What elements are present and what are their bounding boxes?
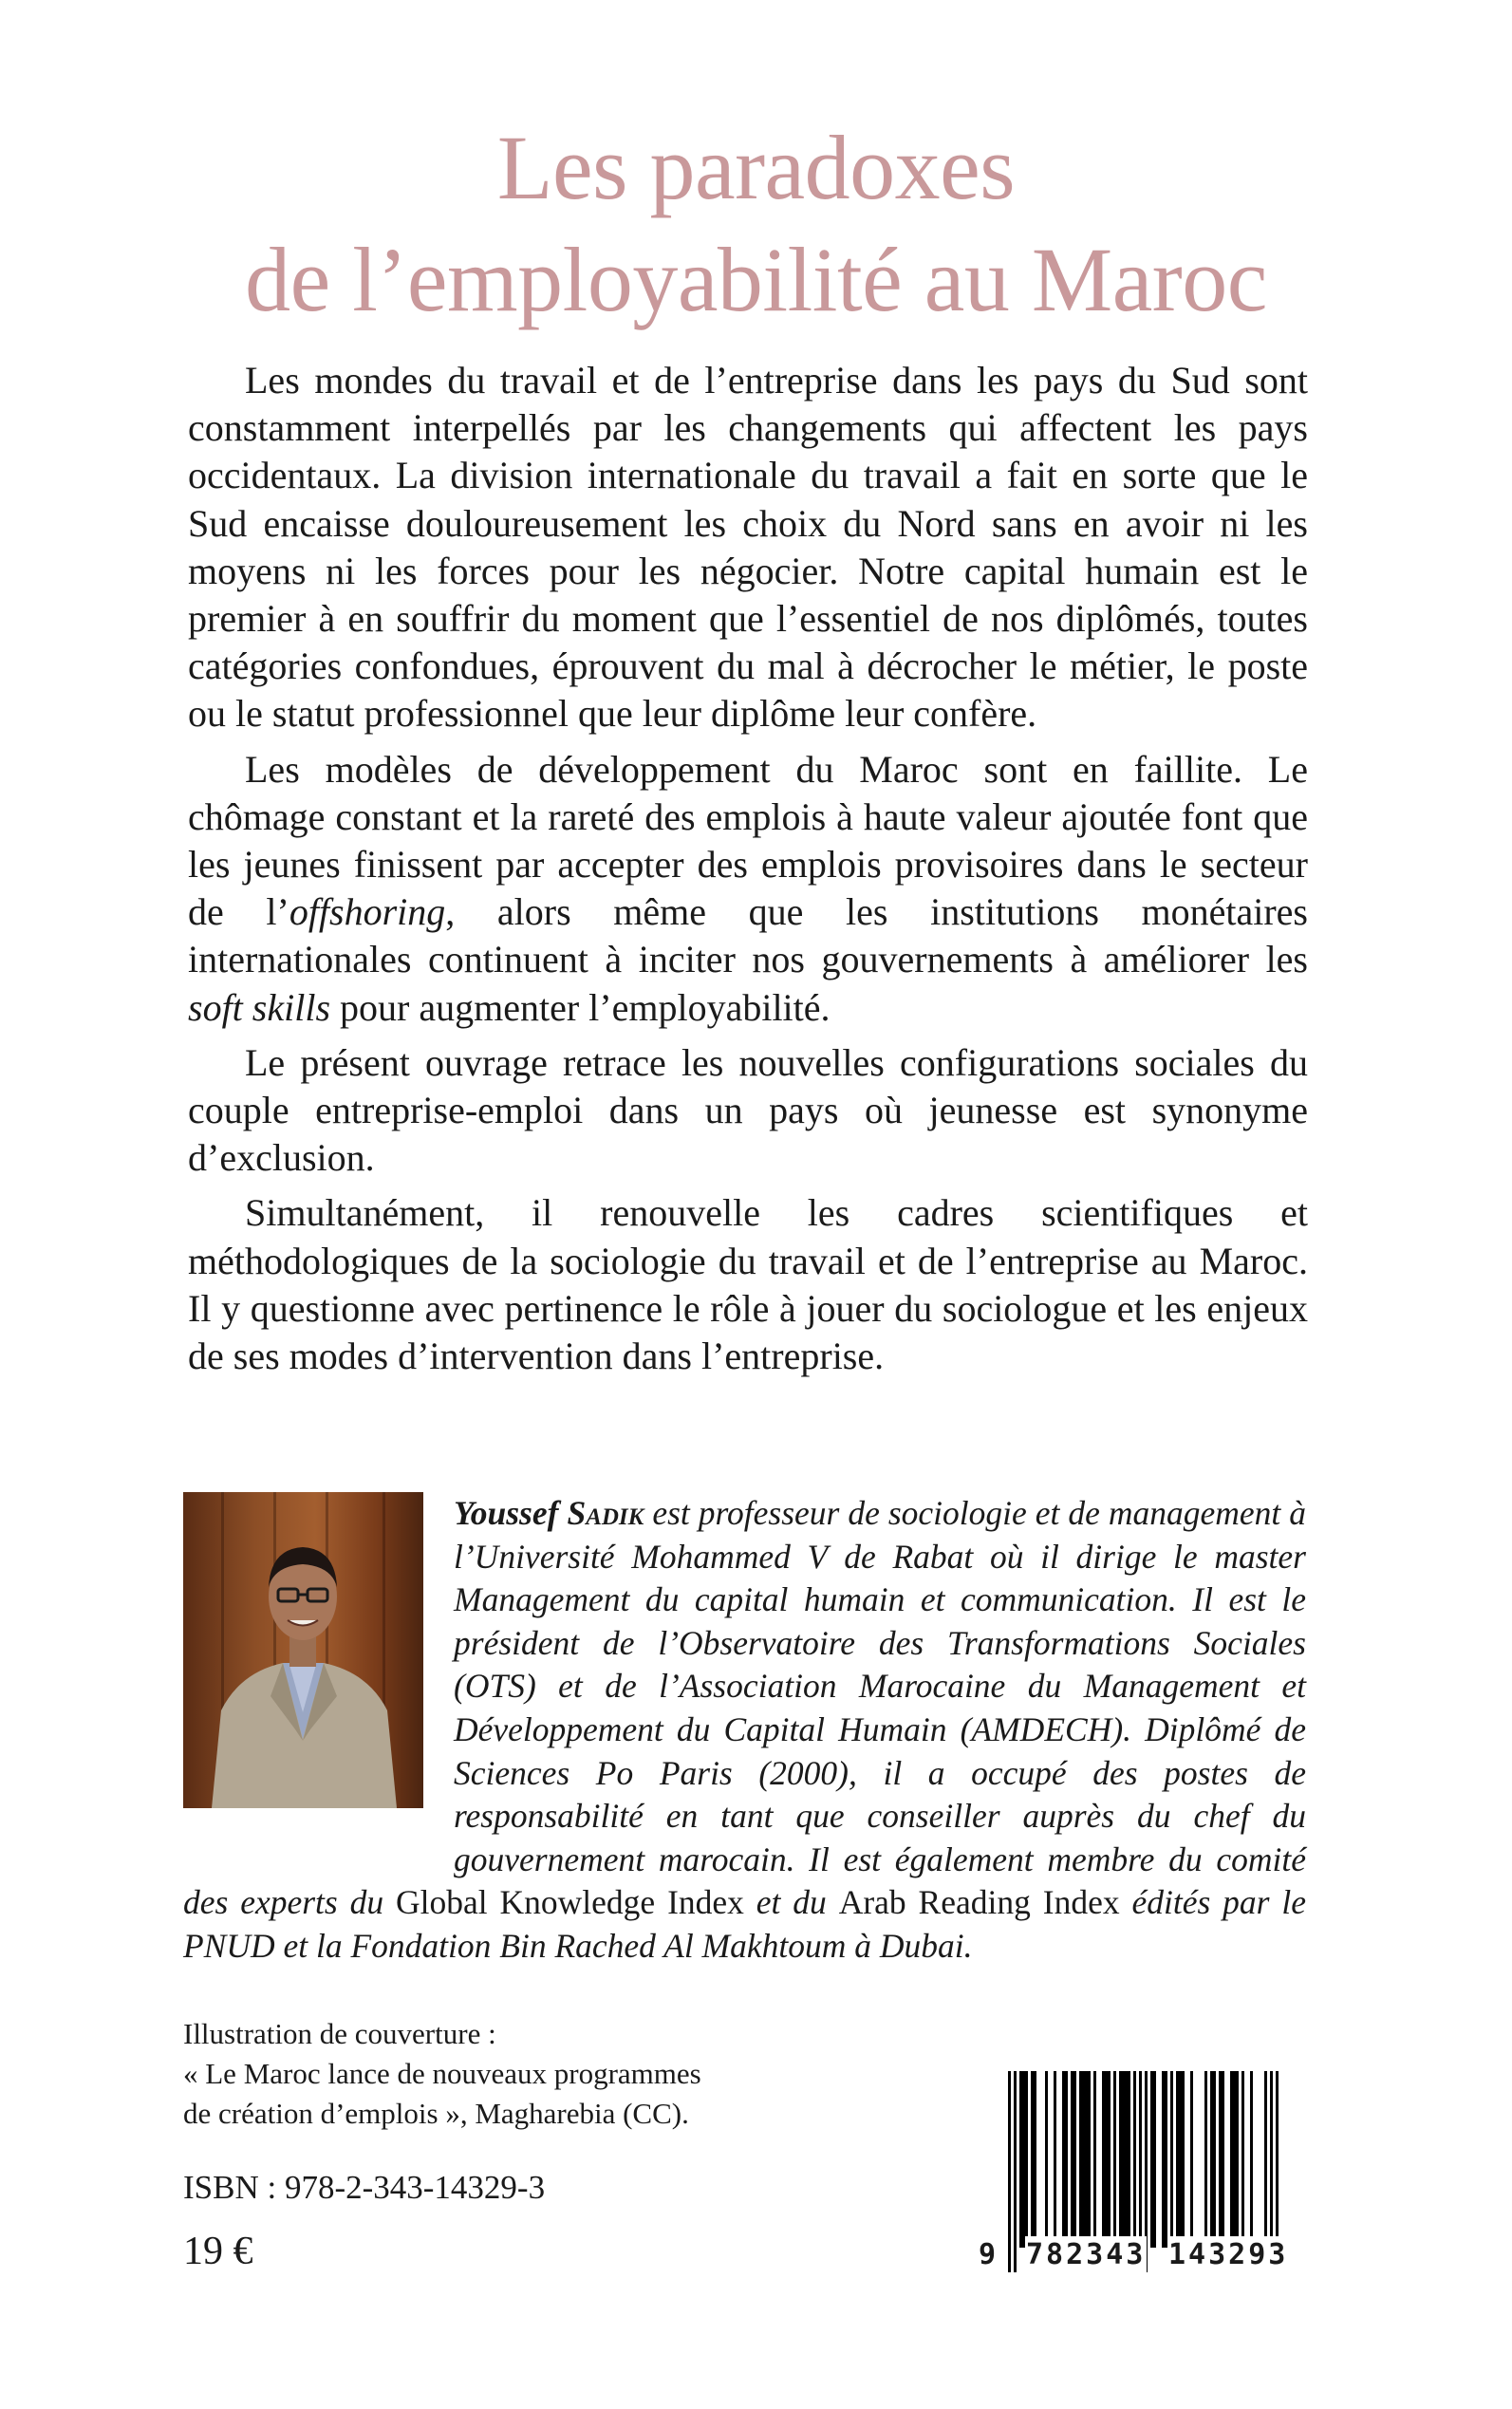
- barcode-bar: [1079, 2071, 1082, 2248]
- bio-text-c: édités par le PNUD et la Fondation Bin Rached Al Makhtoum à Dubai.: [183, 1883, 1307, 1965]
- cover-illustration-credit: [183, 2014, 701, 2134]
- arab-reading-index: Arab Reading Index: [838, 1883, 1120, 1922]
- barcode-bar: [1162, 2071, 1165, 2248]
- barcode-bar: [1034, 2071, 1036, 2248]
- barcode-bar: [1170, 2071, 1173, 2248]
- barcode-bar: [1071, 2071, 1073, 2248]
- barcode-bar: [1204, 2071, 1207, 2248]
- barcode-bar: [1054, 2071, 1056, 2248]
- barcode-bar: [1105, 2071, 1108, 2248]
- barcode-bar: [1113, 2071, 1116, 2248]
- soft-skills-term: soft skills: [188, 985, 331, 1029]
- barcode-bar: [1088, 2071, 1091, 2248]
- paragraph-2-text-a: Les modèles de développement du Maroc sont en faillite. Le chômage constant et la rareté des emplois à haute valeur ajoutée font que les jeunes finissent par accepter des emplois provisoires dans le secteur de l’: [188, 747, 1308, 934]
- barcode-bar: [1119, 2071, 1122, 2248]
- summary-paragraph-3: Le présent ouvrage retrace les nouvelles configurations sociales du couple entreprise-emploi dans un pays où jeunesse est synonyme d’exclusion.: [188, 1040, 1308, 1180]
- author-first-name: Youssef: [454, 1494, 559, 1532]
- barcode-left-group: 782343: [1025, 2236, 1147, 2274]
- back-cover-summary: [188, 357, 1308, 1388]
- barcode-digits: [978, 2236, 1312, 2274]
- credit-line-3: de création d’emplois », Magharebia (CC).: [183, 2097, 689, 2130]
- barcode-bar: [1179, 2071, 1182, 2248]
- barcode-bar: [1128, 2071, 1130, 2248]
- barcode-bar: [1213, 2071, 1216, 2248]
- barcode-bar: [1062, 2071, 1065, 2248]
- title-line-2: de l’employabilité au Maroc: [245, 229, 1267, 330]
- barcode-bar: [1065, 2071, 1068, 2248]
- paragraph-2-text-b: , alors même que les institutions monétaires internationales continuent à inciter nos gouvernements à améliorer les: [188, 890, 1308, 981]
- barcode-bar: [1019, 2071, 1022, 2248]
- barcode-bar: [1031, 2071, 1034, 2248]
- barcode-bar: [1236, 2071, 1239, 2248]
- barcode-bar: [1108, 2071, 1111, 2248]
- barcode-bar: [1222, 2071, 1224, 2248]
- book-title: [0, 112, 1512, 336]
- barcode-bar: [1073, 2071, 1076, 2248]
- summary-paragraph-4: Simultanément, il renouvelle les cadres scientifiques et méthodologiques de la sociologie du travail et de l’entreprise au Maroc. Il y questionne avec pertinence le rôle à jouer du sociologue et les enjeux de ses modes d’intervention dans l’entreprise.: [188, 1191, 1308, 1378]
- barcode-bar: [1122, 2071, 1125, 2248]
- barcode-bar: [1133, 2071, 1136, 2248]
- barcode-bar: [1025, 2071, 1028, 2248]
- bio-text-a: est professeur de sociologie et de management à l’Université Mohammed V de Rabat où il dirige le master Management du capital humain et communication. Il est le président de l’Observatoire des Transformations Sociales (OTS) et de l’Association Marocaine du Management et Développement du Capital Humain (AMDECH). Diplômé de Sciences Po Paris (2000), il a occupé des postes de responsabilité en tant que conseiller auprès du chef du gouvernement marocain. Il est également membre du comité des experts du: [183, 1494, 1306, 1922]
- offshoring-term: offshoring: [289, 890, 446, 934]
- barcode-bar: [1082, 2071, 1085, 2248]
- barcode-bar: [1102, 2071, 1105, 2248]
- barcode-bar: [1093, 2071, 1096, 2248]
- barcode-bar: [1250, 2071, 1253, 2248]
- credit-line-2: « Le Maroc lance de nouveaux programmes: [183, 2057, 701, 2090]
- barcode-bar: [1264, 2071, 1267, 2248]
- barcode-bar: [1219, 2071, 1222, 2248]
- barcode-bar: [1022, 2071, 1025, 2248]
- barcode-bar: [1241, 2071, 1244, 2248]
- summary-paragraph-1: Les mondes du travail et de l’entreprise dans les pays du Sud sont constamment interpellés par les changements qui affectent les pays occidentaux. La division internationale du travail a fait en sorte que le Sud encaisse douloureusement les choix du Nord sans en avoir ni les moyens ni les forces pour les négocier. Notre capital humain est le premier à en souffrir du moment que l’essentiel de nos diplômés, toutes catégories confondues, éprouvent du mal à décrocher le métier, le poste ou le statut professionnel que leur diplôme leur confère.: [188, 359, 1308, 736]
- barcode-right-group: 143293: [1167, 2236, 1289, 2274]
- barcode-bar: [1165, 2071, 1167, 2248]
- bio-text-b: et du: [743, 1883, 839, 1922]
- barcode-bar: [1210, 2071, 1213, 2248]
- title-line-1: Les paradoxes: [496, 117, 1016, 218]
- barcode: [978, 2067, 1312, 2276]
- barcode-bar: [1233, 2071, 1236, 2248]
- photo-spacer: [183, 1492, 454, 1841]
- credit-line-1: Illustration de couverture :: [183, 2017, 496, 2050]
- barcode-bar: [1153, 2071, 1156, 2248]
- barcode-bar: [1182, 2071, 1185, 2248]
- paragraph-2-text-c: pour augmenter l’employabilité.: [330, 985, 831, 1029]
- price: 19 €: [183, 2230, 253, 2273]
- barcode-bar: [1150, 2071, 1153, 2248]
- author-biography: [183, 1492, 1306, 1969]
- barcode-bar: [1045, 2071, 1048, 2248]
- barcode-bar: [1230, 2071, 1233, 2248]
- barcode-bar: [1125, 2071, 1128, 2248]
- barcode-bar: [1085, 2071, 1088, 2248]
- summary-paragraph-2: [188, 746, 1308, 1032]
- barcode-bar: [1190, 2071, 1193, 2248]
- isbn: ISBN : 978-2-343-14329-3: [183, 2169, 546, 2206]
- global-knowledge-index: Global Knowledge Index: [396, 1883, 744, 1922]
- barcode-bar: [1176, 2071, 1179, 2248]
- barcode-first-digit: 9: [978, 2236, 997, 2274]
- author-last-name: Sadik: [567, 1494, 644, 1532]
